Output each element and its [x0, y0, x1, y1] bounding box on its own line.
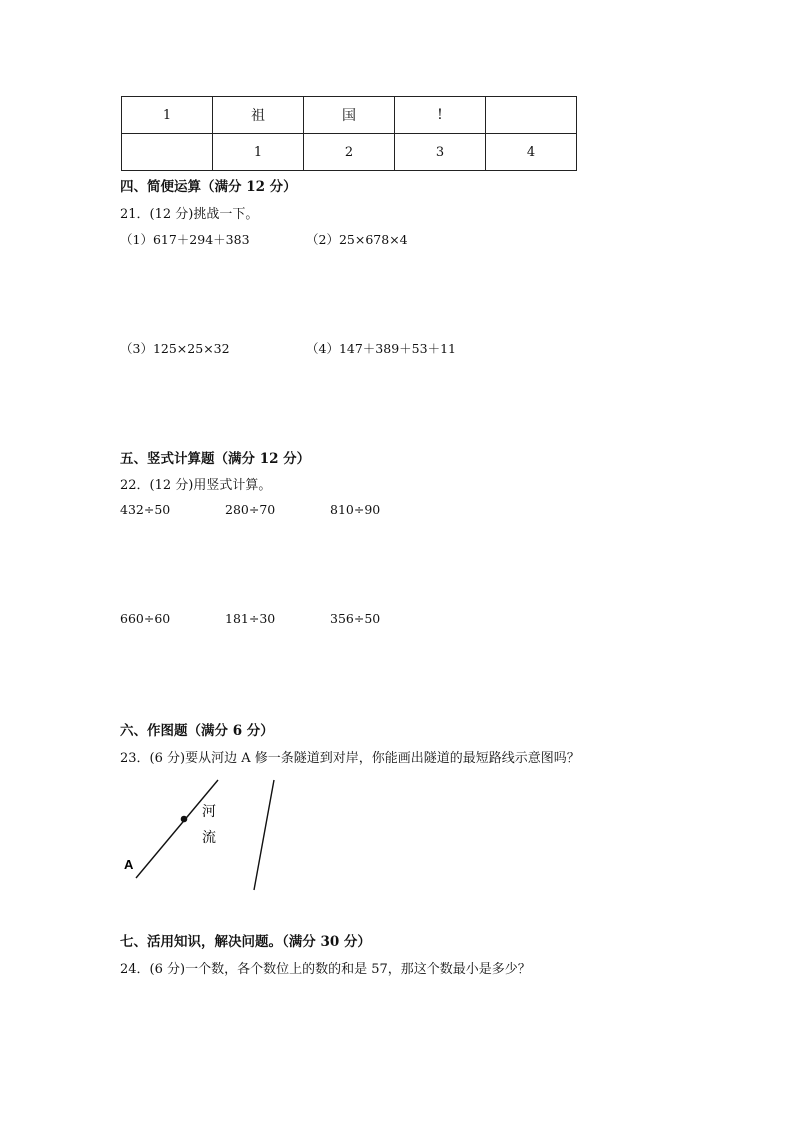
table-cell [486, 97, 577, 134]
expression: （2）25×678×4 [306, 232, 408, 247]
question-text: 24．(6 分)一个数，各个数位上的数的和是 57，那这个数最小是多少？ [120, 962, 531, 977]
table-row [122, 134, 577, 171]
section-title: 七、活用知识，解决问题。（满分 30 分） [120, 934, 371, 950]
question-text: 21．(12 分)挑战一下。 [120, 207, 259, 222]
expression: （3）125×25×32 [120, 341, 230, 356]
expression: 280÷70 [225, 502, 276, 517]
section-title: 四、简便运算（满分 12 分） [120, 179, 297, 195]
point-marker [181, 816, 188, 823]
question-text: 22．(12 分)用竖式计算。 [120, 478, 272, 493]
river-label: 河 [202, 804, 216, 820]
table-row [122, 97, 577, 134]
table-cell: 2 [304, 134, 395, 171]
river-figure [118, 774, 298, 896]
table-cell: 国 [304, 97, 395, 134]
point-label: A [124, 857, 134, 872]
table-cell: 4 [486, 134, 577, 171]
question-text: 23．(6 分)要从河边 A 修一条隧道到对岸，你能画出隧道的最短路线示意图吗？ [120, 751, 580, 766]
expression: 432÷50 [120, 502, 171, 517]
expression: （1）617＋294＋383 [120, 232, 250, 247]
table-cell: 1 [122, 97, 213, 134]
section-title: 六、作图题（满分 6 分） [120, 723, 274, 739]
expression: 660÷60 [120, 611, 171, 626]
table-cell: 3 [395, 134, 486, 171]
code-table [121, 96, 577, 171]
expression: 181÷30 [225, 611, 276, 626]
river-label: 流 [202, 830, 216, 846]
expression: 356÷50 [330, 611, 381, 626]
expression: 810÷90 [330, 502, 381, 517]
section-title: 五、竖式计算题（满分 12 分） [120, 451, 311, 467]
river-bank-right [254, 780, 274, 890]
table-cell: 1 [213, 134, 304, 171]
table-cell [122, 134, 213, 171]
table-cell: 祖 [213, 97, 304, 134]
river-bank-left [136, 780, 218, 878]
expression: （4）147＋389＋53＋11 [306, 341, 456, 356]
table-cell: ! [395, 97, 486, 134]
